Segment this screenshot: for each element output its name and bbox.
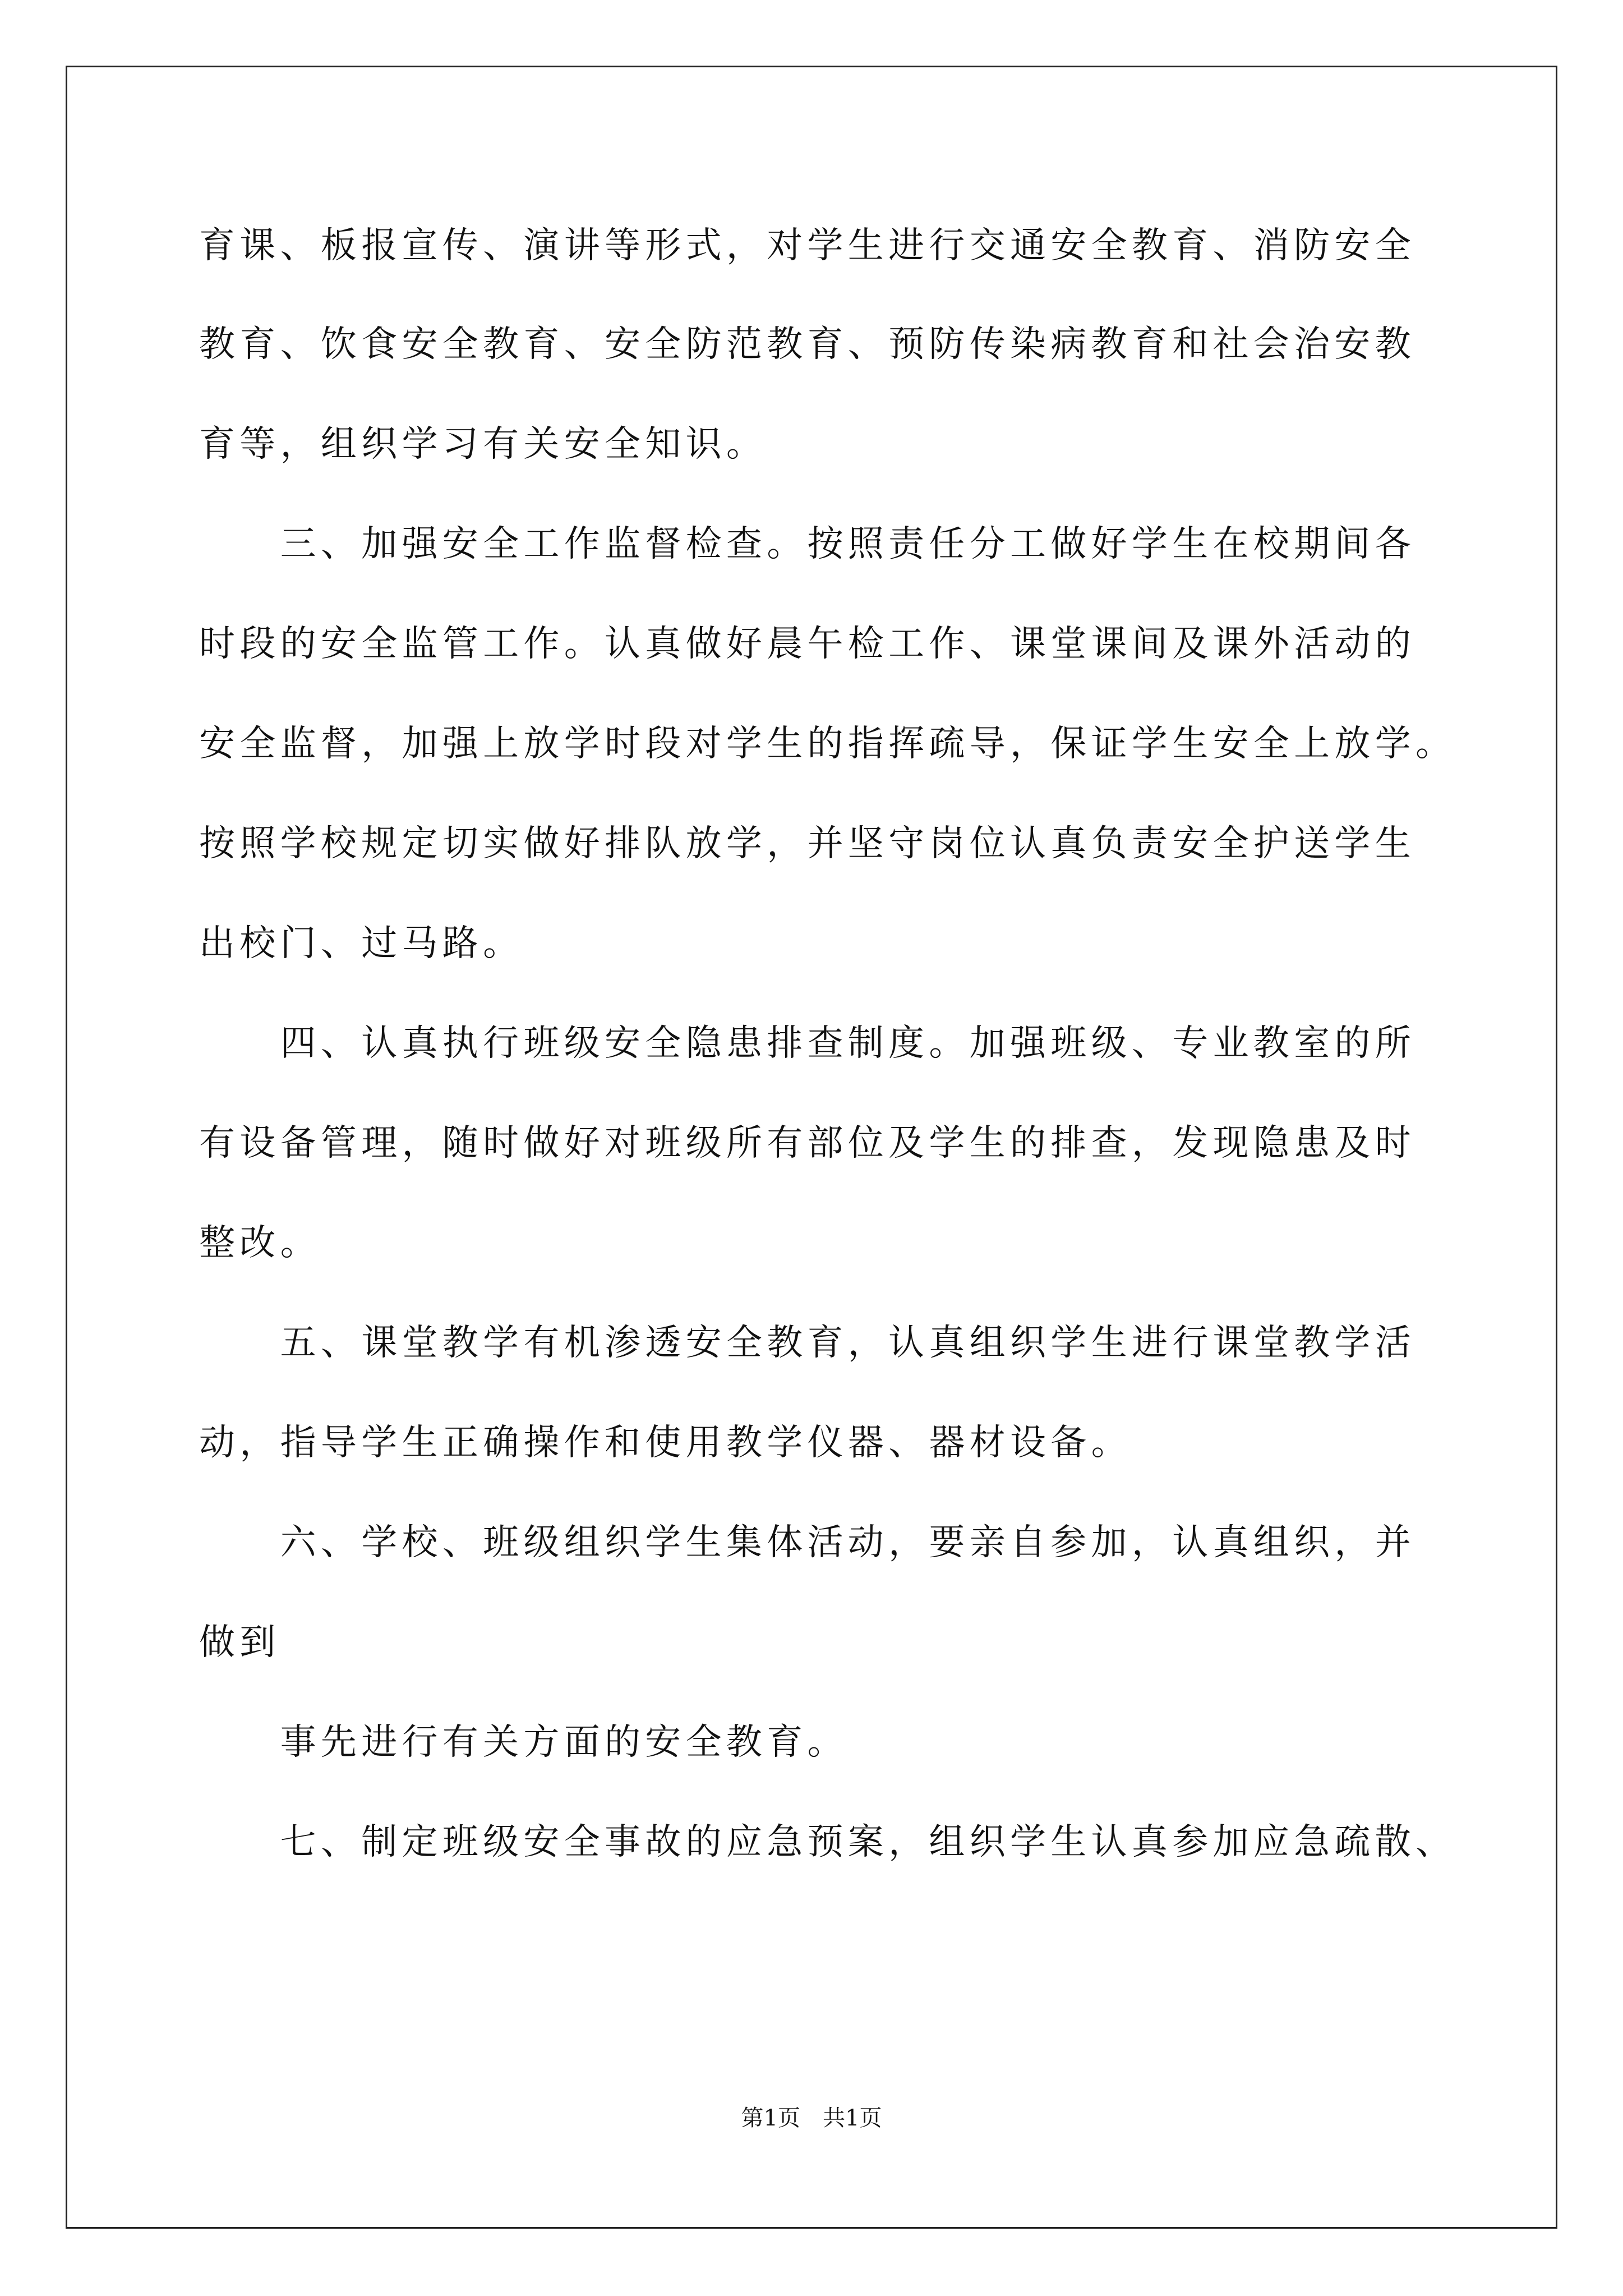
text-line: 整改。 bbox=[199, 1222, 321, 1264]
text-line: 五、课堂教学有机渗透安全教育，认真组织学生进行课堂教学活 bbox=[199, 1322, 1415, 1364]
text-line: 做到 bbox=[199, 1622, 280, 1663]
text-line: 育课、板报宣传、演讲等形式，对学生进行交通安全教育、消防安全 bbox=[199, 225, 1415, 266]
text-line: 事先进行有关方面的安全教育。 bbox=[199, 1722, 848, 1763]
text-line: 七、制定班级安全事故的应急预案，组织学生认真参加应急疏散、 bbox=[199, 1821, 1456, 1863]
text-line: 动，指导学生正确操作和使用教学仪器、器材设备。 bbox=[199, 1422, 1132, 1464]
text-line: 育等，组织学习有关安全知识。 bbox=[199, 424, 767, 465]
text-line: 有设备管理，随时做好对班级所有部位及学生的排查，发现隐患及时 bbox=[199, 1122, 1415, 1164]
text-line: 安全监督，加强上放学时段对学生的指挥疏导，保证学生安全上放学。 bbox=[199, 723, 1456, 765]
text-line: 按照学校规定切实做好排队放学，并坚守岗位认真负责安全护送学生 bbox=[199, 823, 1415, 864]
text-line: 教育、饮食安全教育、安全防范教育、预防传染病教育和社会治安教 bbox=[199, 324, 1415, 365]
text-line: 四、认真执行班级安全隐患排查制度。加强班级、专业教室的所 bbox=[199, 1023, 1415, 1064]
page-footer: 第1页 共1页 bbox=[741, 2105, 882, 2131]
text-line: 六、学校、班级组织学生集体活动，要亲自参加，认真组织，并 bbox=[199, 1522, 1415, 1563]
text-line: 三、加强安全工作监督检查。按照责任分工做好学生在校期间各 bbox=[199, 523, 1415, 565]
text-line: 时段的安全监管工作。认真做好晨午检工作、课堂课间及课外活动的 bbox=[199, 623, 1415, 665]
text-line: 出校门、过马路。 bbox=[199, 923, 524, 964]
